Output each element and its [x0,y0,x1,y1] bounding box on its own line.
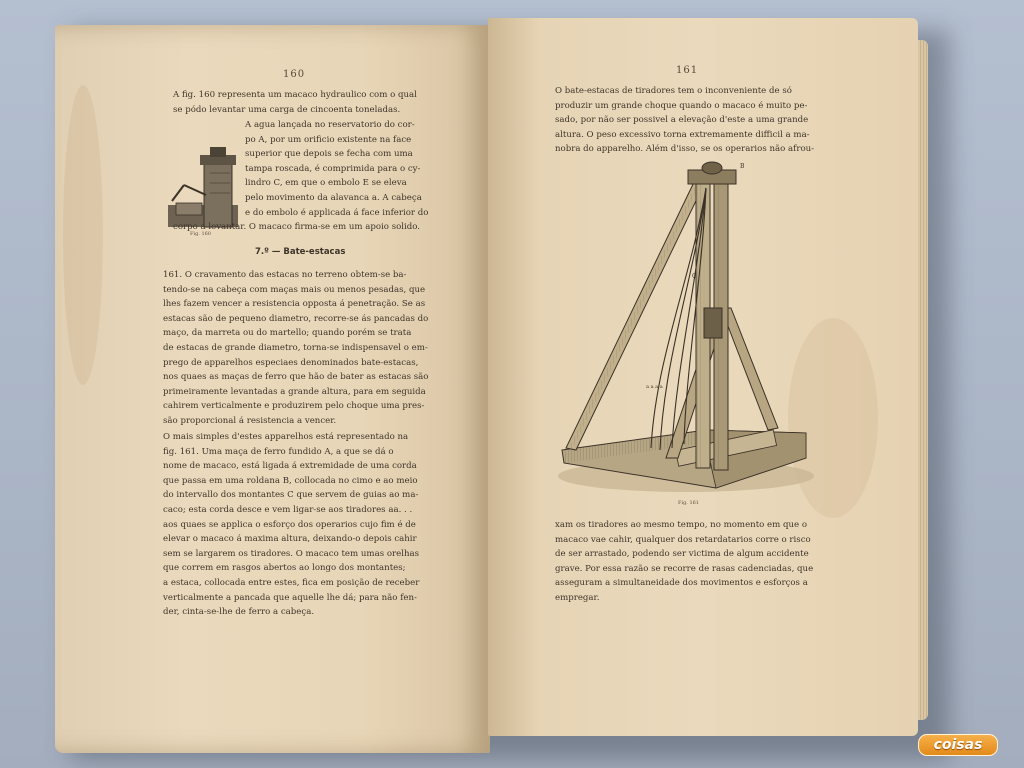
text-line: empregar. [555,592,600,603]
paper-stain [63,85,103,385]
text-line: corpo a levantar. O macaco firma-se em um apoio solido. [173,222,421,232]
text-line: O bate-estacas de tiradores tem o inconveniente de só [555,86,792,96]
text-line: que correm em rasgos abertos ao longo dos montantes; [163,563,406,574]
section-heading: 7.º — Bate-estacas [255,247,346,257]
text-line: nobra do apparelho. Além d'isso, se os operarios não afrou- [555,144,815,155]
text-line: são proporcional á resistencia a vencer. [163,415,337,426]
text-line: macaco vae cahir, qualquer dos retardatarios corre o risco [555,534,811,545]
text-line: A agua lançada no reservatorio do cor- [245,120,415,130]
text-line: A fig. 160 representa um macaco hydraulico com o qual [173,90,417,100]
text-line: se pódo levantar uma carga de cincoenta toneladas. [173,104,401,115]
text-line: prego de apparelhos especiaes denominados bate-estacas, [163,357,419,368]
text-line: tendo-se na cabeça com maças mais ou menos pesadas, que [163,284,426,295]
text-line: altura. O peso excessivo torna extremamente difficil a ma- [555,129,810,140]
text-line: de ser arrastado, podendo ser victima de algum accidente [555,549,809,560]
text-line: sado, por não ser possivel a elevação d'este a uma grande [555,115,809,126]
text-line: aos quaes se applica o esforço dos operarios cujo fim é de [163,519,416,530]
text-line: primeiramente levantadas a grande altura, para em seguida [163,386,426,397]
text-line: cahirem verticalmente e produzirem pelo choque uma pres- [163,401,425,412]
text-line: a estaca, collocada entre estes, fica em posição de receber [163,577,420,588]
text-line: elevar o macaco á maxima altura, deixando-o depois cahir [163,534,417,545]
figure-after-text [173,220,435,235]
figure-caption: Fig. 160 [190,231,211,237]
left-page [55,25,490,753]
text-line: produzir um grande choque quando o macaco é muito pe- [555,100,808,111]
text-line: fig. 161. Uma maça de ferro fundido A, a que se dá o [163,446,394,457]
label-b: B [740,163,745,170]
text-line: der, cinta-se-lhe de ferro a cabeça. [163,607,315,618]
text-line: lindro C, em que o embolo E se eleva [245,178,407,189]
text-line: tampa roscada, é comprimida para o cy- [245,163,421,174]
label-a: a a a a [646,384,663,390]
page-number: 161 [676,65,699,76]
text-line: superior que depois se fecha com uma [245,149,413,160]
page-number: 160 [283,69,306,80]
bottom-paragraph [555,518,825,606]
text-line: xam os tiradores ao mesmo tempo, no momento em que o [555,520,808,530]
text-line: lhes fazem vencer a resistencia opposta á penetração. Se as [163,299,426,310]
text-line: grave. Por essa razão se recorre de rasas cadenciadas, que [555,563,814,574]
text-line: e do embolo é applicada á face inferior do [245,207,429,218]
text-line: po A, por um orificio existente na face [245,134,412,145]
text-line: caco; esta corda desce e vem ligar-se aos tiradores aa. . . [163,504,413,515]
figure-intro [173,88,433,117]
top-paragraph [555,84,817,157]
right-page [488,18,918,736]
pile-driver-figure [556,158,818,498]
figure-wrap-text [245,118,435,220]
text-line: estacas são de pequeno diametro, recorre-se ás pancadas do [163,313,429,324]
text-line: que passa em uma roldana B, collocada no cimo e ao meio [163,475,418,486]
text-line: nos quaes as maças de ferro que hão de bater as estacas são [163,372,429,383]
text-line: asseguram a simultaneidade dos movimentos e esforços a [555,578,808,589]
text-line: maço, da marreta ou do martello; quando porém se trata [163,328,412,339]
text-line: sem se largarem os tiradores. O macaco tem umas orelhas [163,548,420,559]
hydraulic-jack-figure [166,143,240,231]
text-line: de estacas de grande diametro, torna-se indispensavel o em- [163,342,428,353]
text-line: do intervallo dos montantes C que servem de guias ao ma- [163,490,419,501]
text-line: verticalmente a pancada que aquelle lhe dá; para não fen- [163,592,417,603]
text-line: pelo movimento da alavanca a. A cabeça [245,192,422,203]
text-line: 161. O cravamento das estacas no terreno obtem-se ba- [163,270,407,280]
figure-caption: Fig. 161 [678,500,699,506]
label-c: C [692,273,697,280]
text-line: O mais simples d'estes apparelhos está representado na [163,432,409,442]
coisas-watermark: coisas [918,734,998,756]
paragraph-161 [163,268,437,429]
text-line: nome de macaco, está ligada á extremidade de uma corda [163,461,417,472]
paragraph-apparatus [163,430,437,620]
